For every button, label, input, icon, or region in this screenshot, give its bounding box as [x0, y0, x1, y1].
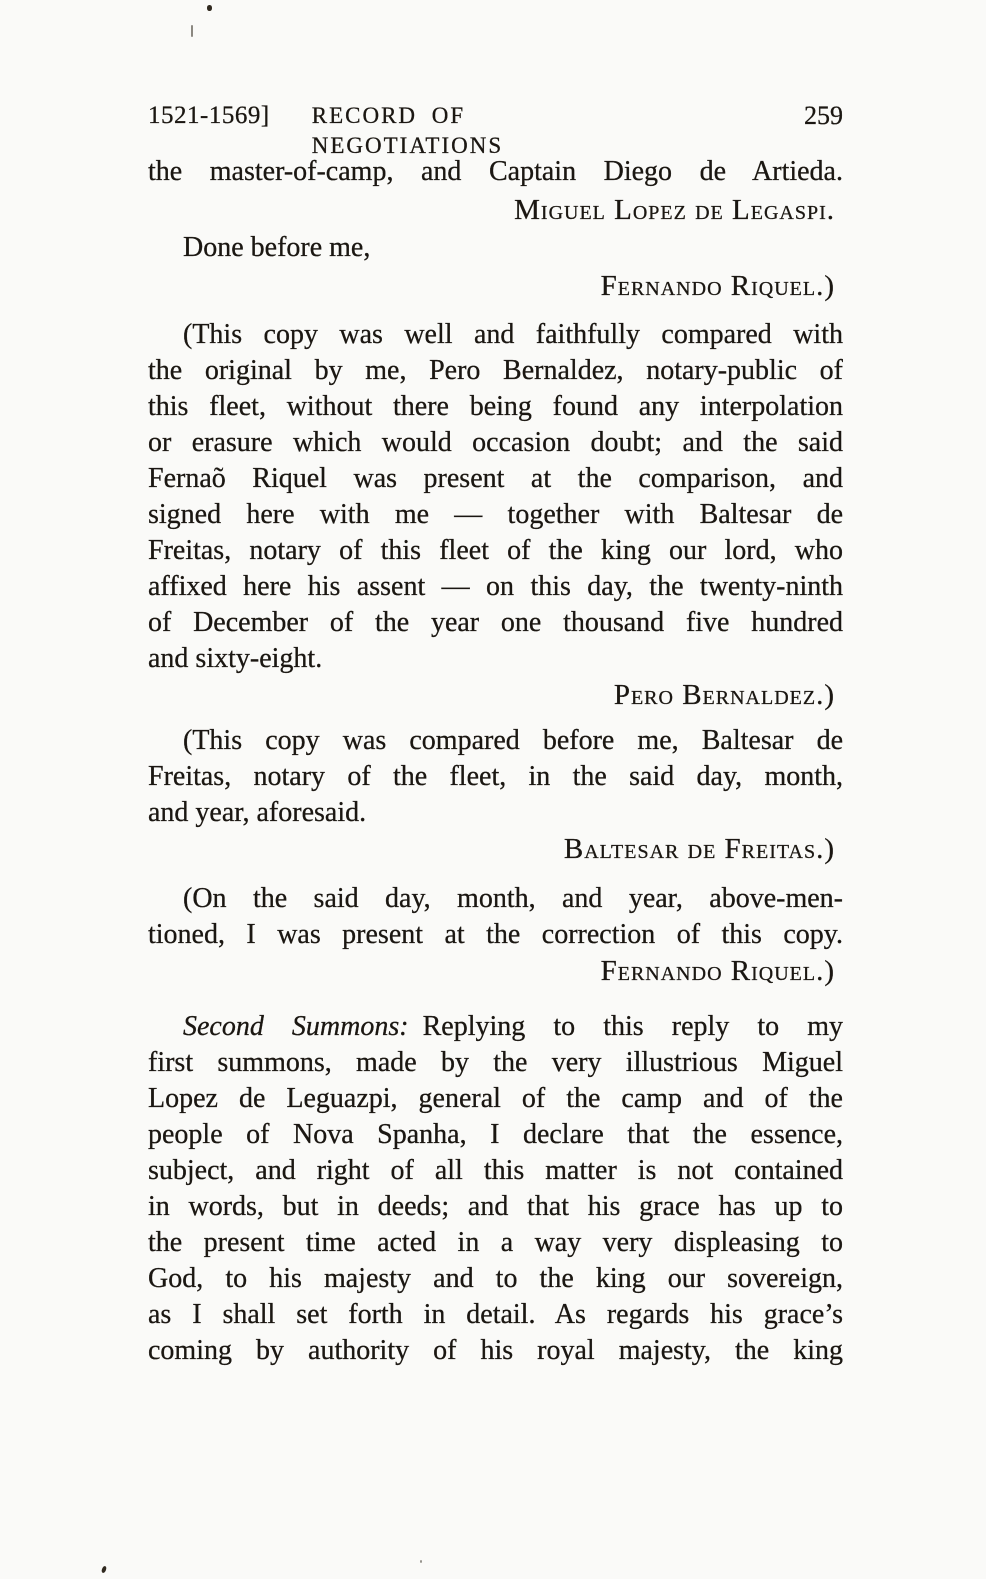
- header-title: RECORD OF NEGOTIATIONS: [311, 103, 504, 158]
- body-line: Lopez de Leguazpi, general of the camp and of the: [148, 1083, 843, 1114]
- body-line: subject, and right of all this matter is not contained: [148, 1155, 843, 1186]
- attestation-bernaldez: [148, 317, 843, 713]
- body-line: God, to his majesty and to the king our sovereign,: [148, 1263, 843, 1294]
- body-line: and year, aforesaid.: [148, 797, 367, 828]
- attestation-freitas: [148, 723, 843, 867]
- text-column: [148, 0, 843, 1369]
- signature-freitas: Baltesar de Freitas.): [563, 833, 835, 865]
- second-summons: [148, 1009, 843, 1369]
- body-line: first summons, made by the very illustrious Miguel: [148, 1047, 843, 1078]
- body-line: Fernaõ Riquel was present at the comparison, and: [148, 463, 843, 494]
- body-line: (On the said day, month, and year, above-men-: [183, 883, 843, 914]
- body-line: the master-of-camp, and Captain Diego de Artieda.: [148, 156, 843, 187]
- body-line: (This copy was well and faithfully compared with: [183, 319, 843, 350]
- signature-riquel-2: Fernando Riquel.): [600, 955, 835, 987]
- body-line: or erasure which would occasion doubt; and the said: [148, 427, 843, 458]
- body-line: as I shall set forth in detail. As regards his grace’s: [148, 1299, 843, 1330]
- body-line: (This copy was compared before me, Baltesar de: [183, 725, 843, 756]
- body-line: people of Nova Spanha, I declare that the essence,: [148, 1119, 843, 1150]
- signature-riquel: Fernando Riquel.): [600, 270, 835, 302]
- body-line: coming by authority of his royal majesty, the king: [148, 1335, 843, 1366]
- body-line: of December of the year one thousand five hundred: [148, 607, 843, 638]
- body-line: the original by me, Pero Bernaldez, notary-public of: [148, 355, 843, 386]
- body-line: affixed here his assent — on this day, the twenty-ninth: [148, 571, 843, 602]
- italic-lead-in: Second Summons:: [183, 1011, 409, 1042]
- body-line: in words, but in deeds; and that his grace has up to: [148, 1191, 843, 1222]
- body-text: Replying to this reply to my: [422, 1011, 843, 1042]
- body-line: this fleet, without there being found any interpolation: [148, 391, 843, 422]
- signature-legaspi: Miguel Lopez de Legaspi.: [514, 194, 835, 226]
- body-line: and sixty-eight.: [148, 643, 323, 674]
- closing-lines: [148, 153, 843, 305]
- body-line: Freitas, notary of the fleet, in the said day, month,: [148, 761, 843, 792]
- body-line: the present time acted in a way very displeasing to: [148, 1227, 843, 1258]
- body-line: [148, 1009, 843, 1045]
- scan-speck: [101, 1566, 107, 1574]
- page-body: [148, 153, 843, 1369]
- header-page-number: 259: [804, 101, 843, 130]
- body-line: Done before me,: [183, 232, 371, 263]
- header-date-range: 1521-1569]: [148, 102, 270, 129]
- attestation-riquel: [148, 881, 843, 989]
- body-line: signed here with me — together with Baltesar de: [148, 499, 843, 530]
- scan-speck: [420, 1560, 422, 1563]
- running-head: [148, 99, 843, 158]
- body-line: tioned, I was present at the correction of this copy.: [148, 919, 843, 950]
- signature-bernaldez: Pero Bernaldez.): [613, 679, 835, 711]
- body-line: Freitas, notary of this fleet of the king our lord, who: [148, 535, 843, 566]
